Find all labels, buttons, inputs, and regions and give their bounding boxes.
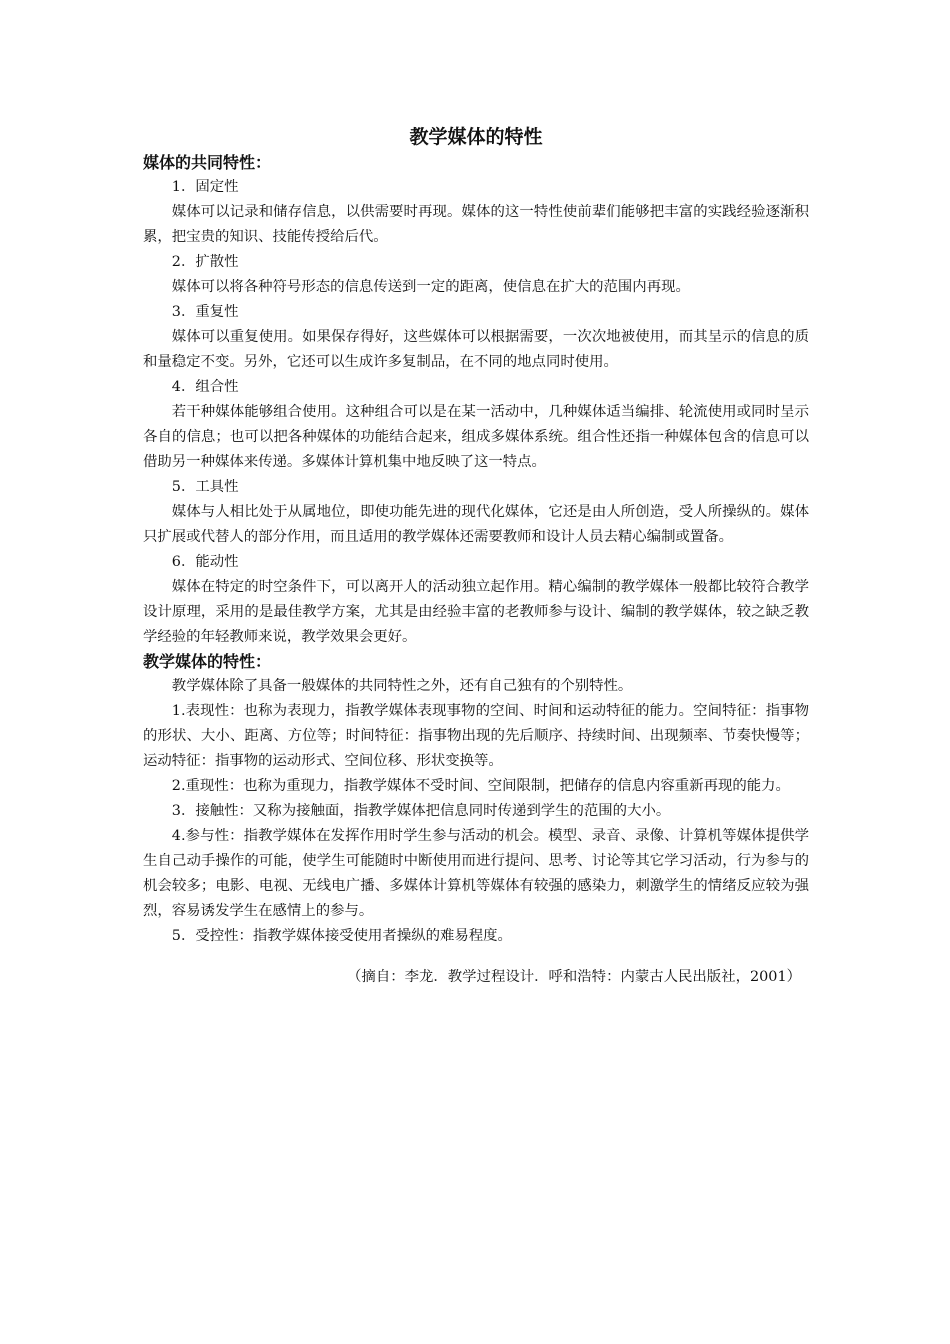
item-label-combinability: 4．组合性	[171, 379, 239, 395]
item-text-agency: 媒体在特定的时空条件下，可以离开人的活动独立起作用。精心编制的教学媒体一般都比较符合教学设计原理，采用的是最佳教学方案，尤其是由经验丰富的老教师参与设计、编制的教学媒体，较之缺乏教学经验的年轻教师来说，教学效果会更好。	[143, 579, 809, 645]
item-label-instrumentality: 5．工具性	[171, 479, 239, 495]
document-body	[143, 123, 809, 990]
item-label-agency: 6．能动性	[171, 554, 239, 570]
citation: （摘自：李龙．教学过程设计．呼和浩特：内蒙古人民出版社，2001）	[347, 969, 801, 985]
item-text-diffusion: 媒体可以将各种符号形态的信息传送到一定的距离，使信息在扩大的范围内再现。	[171, 279, 690, 295]
para-contact: 3．接触性：又称为接触面，指教学媒体把信息同时传递到学生的范围的大小。	[171, 803, 671, 819]
item-label-repeatability: 3．重复性	[171, 304, 239, 320]
para-expressiveness: 1.表现性：也称为表现力，指教学媒体表现事物的空间、时间和运动特征的能力。空间特征：指事物的形状、大小、距离、方位等；时间特征：指事物出现的先后顺序、持续时间、出现频率、节奏快慢等；运动特征：指事物的运动形式、空间位移、形状变换等。	[143, 703, 809, 769]
item-text-repeatability: 媒体可以重复使用。如果保存得好，这些媒体可以根据需要，一次次地被使用，而其呈示的信息的质和量稳定不变。另外，它还可以生成许多复制品，在不同的地点同时使用。	[143, 329, 809, 370]
item-text-instrumentality: 媒体与人相比处于从属地位，即使功能先进的现代化媒体，它还是由人所创造，受人所操纵的。媒体只扩展或代替人的部分作用，而且适用的教学媒体还需要教师和设计人员去精心编制或置备。	[143, 504, 809, 545]
para-participation: 4.参与性：指教学媒体在发挥作用时学生参与活动的机会。模型、录音、录像、计算机等媒体提供学生自己动手操作的可能，使学生可能随时中断使用而进行提问、思考、讨论等其它学习活动，行为参与的机会较多；电影、电视、无线电广播、多媒体计算机等媒体有较强的感染力，刺激学生的情绪反应较为强烈，容易诱发学生在感情上的参与。	[143, 828, 809, 919]
para-reproducibility: 2.重现性：也称为重现力，指教学媒体不受时间、空间限制，把储存的信息内容重新再现的能力。	[171, 778, 790, 794]
para-controllability: 5．受控性：指教学媒体接受使用者操纵的难易程度。	[171, 928, 512, 944]
page-title: 教学媒体的特性	[409, 126, 543, 148]
section-heading-teaching: 教学媒体的特性：	[143, 652, 272, 671]
item-text-combinability: 若干种媒体能够组合使用。这种组合可以是在某一活动中，几种媒体适当编排、轮流使用或同时呈示各自的信息；也可以把各种媒体的功能结合起来，组成多媒体系统。组合性还指一种媒体包含的信息可以借助另一种媒体来传递。多媒体计算机集中地反映了这一特点。	[143, 404, 809, 470]
section-intro: 教学媒体除了具备一般媒体的共同特性之外，还有自己独有的个别特性。	[171, 678, 633, 694]
item-text-fixity: 媒体可以记录和储存信息，以供需要时再现。媒体的这一特性使前辈们能够把丰富的实践经验逐渐积累，把宝贵的知识、技能传授给后代。	[143, 204, 809, 245]
item-label-fixity: 1．固定性	[171, 179, 239, 195]
item-label-diffusion: 2．扩散性	[171, 254, 239, 270]
section-heading-common: 媒体的共同特性：	[143, 153, 272, 172]
